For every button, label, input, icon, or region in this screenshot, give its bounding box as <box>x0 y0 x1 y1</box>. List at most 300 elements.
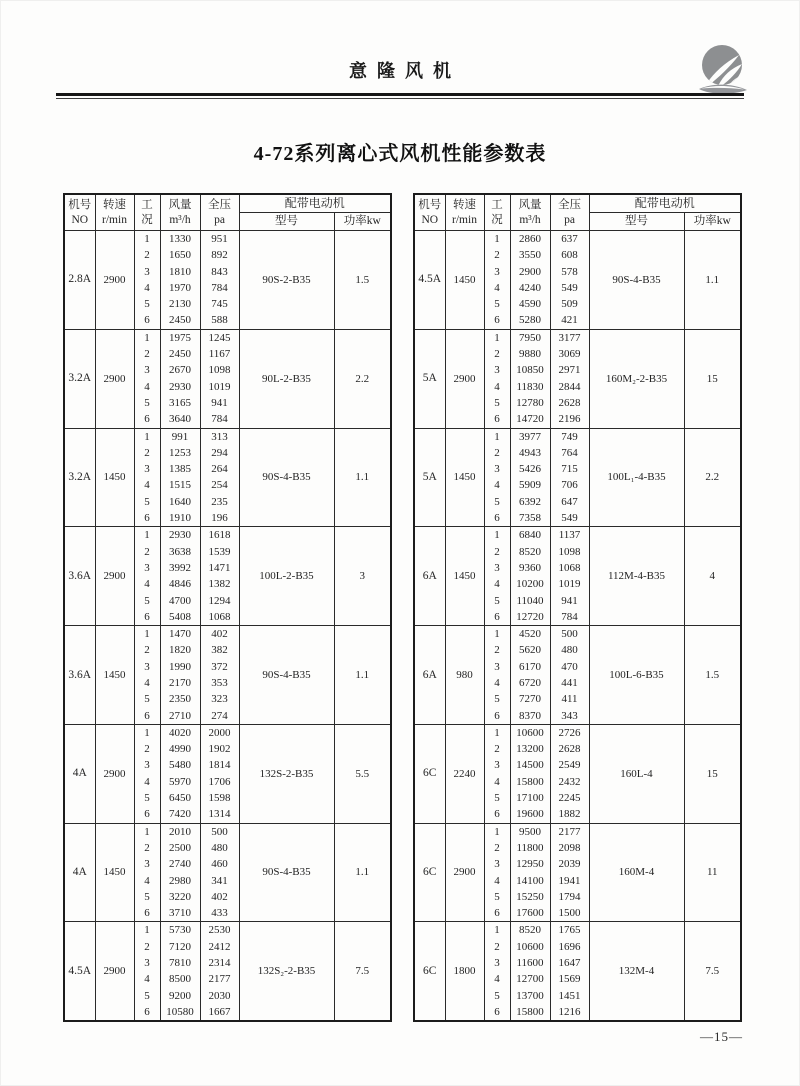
condition-cell: 1 <box>134 329 160 346</box>
pressure-cell: 509 <box>550 296 589 312</box>
power-cell: 1.5 <box>334 231 391 330</box>
flow-cell: 5280 <box>510 312 550 329</box>
flow-cell: 15800 <box>510 1004 550 1021</box>
pressure-cell: 2412 <box>200 939 239 955</box>
condition-cell: 6 <box>484 411 510 428</box>
pressure-cell: 1882 <box>550 806 589 823</box>
flow-cell: 6720 <box>510 675 550 691</box>
flow-cell: 2740 <box>160 856 200 872</box>
power-cell: 1.1 <box>684 231 741 330</box>
parameter-table <box>413 193 742 1022</box>
condition-cell: 3 <box>484 758 510 774</box>
condition-cell: 1 <box>484 231 510 248</box>
pressure-cell: 1471 <box>200 560 239 576</box>
condition-cell: 4 <box>134 280 160 296</box>
pressure-cell: 637 <box>550 231 589 248</box>
speed-cell: 1450 <box>95 823 134 922</box>
pressure-cell: 1245 <box>200 329 239 346</box>
flow-cell: 1970 <box>160 280 200 296</box>
condition-cell: 4 <box>134 379 160 395</box>
flow-cell: 6170 <box>510 659 550 675</box>
condition-cell: 6 <box>484 609 510 626</box>
pressure-cell: 2628 <box>550 395 589 411</box>
pressure-cell: 411 <box>550 691 589 707</box>
pressure-cell: 402 <box>200 889 239 905</box>
pressure-cell: 784 <box>550 609 589 626</box>
power-cell: 15 <box>684 724 741 823</box>
condition-cell: 6 <box>484 312 510 329</box>
flow-cell: 5620 <box>510 642 550 658</box>
fan-no-cell: 3.2A <box>64 329 95 428</box>
flow-cell: 9360 <box>510 560 550 576</box>
pressure-cell: 1314 <box>200 806 239 823</box>
fan-no-cell: 6A <box>414 626 445 725</box>
flow-cell: 6450 <box>160 790 200 806</box>
flow-cell: 10200 <box>510 576 550 592</box>
pressure-cell: 196 <box>200 510 239 527</box>
condition-cell: 2 <box>134 445 160 461</box>
condition-cell: 3 <box>134 955 160 971</box>
flow-cell: 2980 <box>160 873 200 889</box>
flow-cell: 3220 <box>160 889 200 905</box>
pressure-cell: 313 <box>200 428 239 445</box>
motor-model-cell: 90S-4-B35 <box>239 626 334 725</box>
pressure-cell: 588 <box>200 312 239 329</box>
pressure-cell: 1068 <box>200 609 239 626</box>
condition-cell: 5 <box>134 395 160 411</box>
pressure-cell: 1167 <box>200 346 239 362</box>
flow-cell: 8520 <box>510 922 550 939</box>
condition-cell: 1 <box>134 724 160 741</box>
fan-no-cell: 6C <box>414 823 445 922</box>
flow-cell: 3638 <box>160 544 200 560</box>
fan-no-cell: 4.5A <box>64 922 95 1021</box>
pressure-cell: 1902 <box>200 741 239 757</box>
speed-cell: 2900 <box>95 231 134 330</box>
condition-cell: 4 <box>484 873 510 889</box>
flow-cell: 4020 <box>160 724 200 741</box>
condition-cell: 1 <box>134 231 160 248</box>
condition-cell: 1 <box>484 527 510 544</box>
flow-cell: 4520 <box>510 626 550 643</box>
motor-model-cell: 160M₂-2-B35 <box>589 329 684 428</box>
flow-cell: 15800 <box>510 774 550 790</box>
pressure-cell: 2844 <box>550 379 589 395</box>
pressure-cell: 460 <box>200 856 239 872</box>
condition-cell: 3 <box>134 264 160 280</box>
flow-cell: 14720 <box>510 411 550 428</box>
condition-cell: 2 <box>484 840 510 856</box>
condition-cell: 6 <box>134 411 160 428</box>
flow-cell: 8500 <box>160 971 200 987</box>
condition-cell: 5 <box>484 691 510 707</box>
flow-cell: 4700 <box>160 593 200 609</box>
condition-cell: 1 <box>484 428 510 445</box>
condition-cell: 5 <box>484 593 510 609</box>
flow-cell: 4943 <box>510 445 550 461</box>
pressure-cell: 264 <box>200 461 239 477</box>
fan-no-cell: 4A <box>64 724 95 823</box>
flow-cell: 2860 <box>510 231 550 248</box>
motor-model-cell: 100L-6-B35 <box>589 626 684 725</box>
power-cell: 15 <box>684 329 741 428</box>
flow-cell: 5970 <box>160 774 200 790</box>
pressure-cell: 706 <box>550 477 589 493</box>
condition-cell: 2 <box>134 741 160 757</box>
flow-cell: 1253 <box>160 445 200 461</box>
pressure-cell: 1500 <box>550 905 589 922</box>
pressure-cell: 578 <box>550 264 589 280</box>
pressure-cell: 1618 <box>200 527 239 544</box>
flow-cell: 5480 <box>160 758 200 774</box>
speed-cell: 2240 <box>445 724 484 823</box>
condition-cell: 6 <box>484 510 510 527</box>
speed-cell: 2900 <box>95 724 134 823</box>
flow-cell: 2450 <box>160 346 200 362</box>
pressure-cell: 372 <box>200 659 239 675</box>
flow-cell: 1330 <box>160 231 200 248</box>
pressure-cell: 608 <box>550 247 589 263</box>
motor-model-cell: 100L-2-B35 <box>239 527 334 626</box>
power-cell: 2.2 <box>334 329 391 428</box>
speed-cell: 2900 <box>95 527 134 626</box>
speed-cell: 1450 <box>445 231 484 330</box>
pressure-cell: 1814 <box>200 758 239 774</box>
condition-cell: 1 <box>134 626 160 643</box>
condition-cell: 2 <box>484 346 510 362</box>
pressure-cell: 2030 <box>200 988 239 1004</box>
condition-cell: 6 <box>134 312 160 329</box>
motor-model-cell: 112M-4-B35 <box>589 527 684 626</box>
performance-table-right <box>413 193 742 1022</box>
condition-cell: 4 <box>134 477 160 493</box>
pressure-cell: 421 <box>550 312 589 329</box>
flow-cell: 7358 <box>510 510 550 527</box>
speed-cell: 980 <box>445 626 484 725</box>
header-condition: 工 况 <box>134 194 160 231</box>
motor-model-cell: 90S-4-B35 <box>589 231 684 330</box>
flow-cell: 9880 <box>510 346 550 362</box>
parameter-table <box>63 193 392 1022</box>
flow-cell: 7420 <box>160 806 200 823</box>
motor-model-cell: 90S-4-B35 <box>239 823 334 922</box>
flow-cell: 2930 <box>160 379 200 395</box>
speed-cell: 2900 <box>445 329 484 428</box>
power-cell: 3 <box>334 527 391 626</box>
speed-cell: 2900 <box>95 922 134 1021</box>
flow-cell: 17100 <box>510 790 550 806</box>
header-condition: 工 况 <box>484 194 510 231</box>
pressure-cell: 951 <box>200 231 239 248</box>
power-cell: 1.5 <box>684 626 741 725</box>
pressure-cell: 1794 <box>550 889 589 905</box>
pressure-cell: 343 <box>550 708 589 725</box>
speed-cell: 1450 <box>445 428 484 527</box>
pressure-cell: 1068 <box>550 560 589 576</box>
pressure-cell: 2000 <box>200 724 239 741</box>
flow-cell: 14100 <box>510 873 550 889</box>
pressure-cell: 1941 <box>550 873 589 889</box>
flow-cell: 14500 <box>510 758 550 774</box>
condition-cell: 2 <box>134 939 160 955</box>
pressure-cell: 341 <box>200 873 239 889</box>
condition-cell: 5 <box>134 691 160 707</box>
flow-cell: 5730 <box>160 922 200 939</box>
condition-cell: 3 <box>134 856 160 872</box>
condition-cell: 3 <box>484 362 510 378</box>
header-motor-model: 型号 <box>589 213 684 231</box>
pressure-cell: 2530 <box>200 922 239 939</box>
condition-cell: 1 <box>484 922 510 939</box>
pressure-cell: 2098 <box>550 840 589 856</box>
pressure-cell: 1294 <box>200 593 239 609</box>
header-motor: 配带电动机 <box>239 194 391 213</box>
fan-no-cell: 5A <box>414 329 445 428</box>
header-motor-power: 功率kw <box>334 213 391 231</box>
condition-cell: 5 <box>484 790 510 806</box>
flow-cell: 1990 <box>160 659 200 675</box>
flow-cell: 11600 <box>510 955 550 971</box>
condition-cell: 2 <box>484 445 510 461</box>
condition-cell: 3 <box>134 758 160 774</box>
flow-cell: 17600 <box>510 905 550 922</box>
condition-cell: 4 <box>484 774 510 790</box>
condition-cell: 6 <box>484 708 510 725</box>
speed-cell: 1800 <box>445 922 484 1021</box>
pressure-cell: 647 <box>550 494 589 510</box>
condition-cell: 4 <box>134 873 160 889</box>
pressure-cell: 294 <box>200 445 239 461</box>
flow-cell: 2710 <box>160 708 200 725</box>
fan-no-cell: 4A <box>64 823 95 922</box>
condition-cell: 5 <box>134 296 160 312</box>
condition-cell: 5 <box>134 790 160 806</box>
flow-cell: 15250 <box>510 889 550 905</box>
flow-cell: 1650 <box>160 247 200 263</box>
condition-cell: 6 <box>134 708 160 725</box>
pressure-cell: 441 <box>550 675 589 691</box>
condition-cell: 3 <box>484 461 510 477</box>
flow-cell: 8520 <box>510 544 550 560</box>
condition-cell: 2 <box>484 247 510 263</box>
pressure-cell: 2314 <box>200 955 239 971</box>
pressure-cell: 749 <box>550 428 589 445</box>
condition-cell: 2 <box>484 939 510 955</box>
power-cell: 1.1 <box>334 823 391 922</box>
flow-cell: 13700 <box>510 988 550 1004</box>
power-cell: 1.1 <box>334 626 391 725</box>
motor-model-cell: 100L₁-4-B35 <box>589 428 684 527</box>
power-cell: 5.5 <box>334 724 391 823</box>
condition-cell: 5 <box>134 988 160 1004</box>
pressure-cell: 1598 <box>200 790 239 806</box>
condition-cell: 3 <box>134 560 160 576</box>
pressure-cell: 2971 <box>550 362 589 378</box>
condition-cell: 5 <box>484 395 510 411</box>
flow-cell: 6392 <box>510 494 550 510</box>
pressure-cell: 353 <box>200 675 239 691</box>
condition-cell: 6 <box>484 806 510 823</box>
pressure-cell: 500 <box>550 626 589 643</box>
condition-cell: 3 <box>484 560 510 576</box>
motor-model-cell: 132S₂-2-B35 <box>239 922 334 1021</box>
flow-cell: 1810 <box>160 264 200 280</box>
pressure-cell: 3177 <box>550 329 589 346</box>
flow-cell: 1820 <box>160 642 200 658</box>
pressure-cell: 1019 <box>200 379 239 395</box>
condition-cell: 3 <box>484 955 510 971</box>
flow-cell: 13200 <box>510 741 550 757</box>
condition-cell: 6 <box>484 905 510 922</box>
condition-cell: 5 <box>134 494 160 510</box>
header-fan-no: 机号 NO <box>64 194 95 231</box>
condition-cell: 6 <box>134 806 160 823</box>
company-name: 意隆风机 <box>349 61 461 81</box>
fan-no-cell: 6C <box>414 922 445 1021</box>
fan-no-cell: 3.6A <box>64 527 95 626</box>
pressure-cell: 2196 <box>550 411 589 428</box>
condition-cell: 3 <box>484 659 510 675</box>
header-motor-power: 功率kw <box>684 213 741 231</box>
motor-model-cell: 160L-4 <box>589 724 684 823</box>
pressure-cell: 1451 <box>550 988 589 1004</box>
condition-cell: 1 <box>134 823 160 840</box>
header-flow: 风量 m³/h <box>160 194 200 231</box>
condition-cell: 2 <box>134 642 160 658</box>
condition-cell: 6 <box>134 609 160 626</box>
pressure-cell: 745 <box>200 296 239 312</box>
flow-cell: 10580 <box>160 1004 200 1021</box>
header-fan-no: 机号 NO <box>414 194 445 231</box>
flow-cell: 3640 <box>160 411 200 428</box>
flow-cell: 3710 <box>160 905 200 922</box>
pressure-cell: 549 <box>550 510 589 527</box>
pressure-cell: 941 <box>550 593 589 609</box>
condition-cell: 3 <box>134 362 160 378</box>
condition-cell: 2 <box>134 544 160 560</box>
flow-cell: 4590 <box>510 296 550 312</box>
speed-cell: 1450 <box>95 626 134 725</box>
header-pressure: 全压 pa <box>200 194 239 231</box>
condition-cell: 4 <box>484 675 510 691</box>
condition-cell: 3 <box>484 856 510 872</box>
condition-cell: 4 <box>134 774 160 790</box>
condition-cell: 4 <box>134 675 160 691</box>
flow-cell: 5909 <box>510 477 550 493</box>
pressure-cell: 1667 <box>200 1004 239 1021</box>
flow-cell: 7270 <box>510 691 550 707</box>
condition-cell: 2 <box>484 544 510 560</box>
pressure-cell: 843 <box>200 264 239 280</box>
flow-cell: 2930 <box>160 527 200 544</box>
header-flow: 风量 m³/h <box>510 194 550 231</box>
condition-cell: 1 <box>134 527 160 544</box>
condition-cell: 4 <box>134 971 160 987</box>
flow-cell: 1975 <box>160 329 200 346</box>
pressure-cell: 1382 <box>200 576 239 592</box>
flow-cell: 2010 <box>160 823 200 840</box>
fan-no-cell: 3.2A <box>64 428 95 527</box>
pressure-cell: 2039 <box>550 856 589 872</box>
condition-cell: 2 <box>134 247 160 263</box>
flow-cell: 4846 <box>160 576 200 592</box>
flow-cell: 2900 <box>510 264 550 280</box>
pressure-cell: 402 <box>200 626 239 643</box>
condition-cell: 5 <box>134 593 160 609</box>
flow-cell: 2670 <box>160 362 200 378</box>
performance-table-left <box>63 193 392 1022</box>
fan-no-cell: 3.6A <box>64 626 95 725</box>
pressure-cell: 500 <box>200 823 239 840</box>
flow-cell: 7120 <box>160 939 200 955</box>
flow-cell: 9500 <box>510 823 550 840</box>
pressure-cell: 1098 <box>200 362 239 378</box>
header-speed: 转速 r/min <box>95 194 134 231</box>
power-cell: 7.5 <box>684 922 741 1021</box>
flow-cell: 3165 <box>160 395 200 411</box>
flow-cell: 2170 <box>160 675 200 691</box>
flow-cell: 7810 <box>160 955 200 971</box>
flow-cell: 19600 <box>510 806 550 823</box>
flow-cell: 2500 <box>160 840 200 856</box>
condition-cell: 6 <box>134 1004 160 1021</box>
pressure-cell: 1569 <box>550 971 589 987</box>
flow-cell: 12700 <box>510 971 550 987</box>
fan-no-cell: 6C <box>414 724 445 823</box>
leaf-logo-icon <box>697 43 749 99</box>
condition-cell: 1 <box>484 724 510 741</box>
condition-cell: 3 <box>134 461 160 477</box>
pressure-cell: 2432 <box>550 774 589 790</box>
header-motor: 配带电动机 <box>589 194 741 213</box>
flow-cell: 4990 <box>160 741 200 757</box>
pressure-cell: 941 <box>200 395 239 411</box>
condition-cell: 6 <box>134 905 160 922</box>
flow-cell: 10850 <box>510 362 550 378</box>
flow-cell: 9200 <box>160 988 200 1004</box>
speed-cell: 1450 <box>445 527 484 626</box>
flow-cell: 11830 <box>510 379 550 395</box>
flow-cell: 7950 <box>510 329 550 346</box>
pressure-cell: 2177 <box>200 971 239 987</box>
pressure-cell: 470 <box>550 659 589 675</box>
flow-cell: 3992 <box>160 560 200 576</box>
pressure-cell: 323 <box>200 691 239 707</box>
flow-cell: 4240 <box>510 280 550 296</box>
pressure-cell: 2549 <box>550 758 589 774</box>
flow-cell: 5426 <box>510 461 550 477</box>
pressure-cell: 2177 <box>550 823 589 840</box>
condition-cell: 2 <box>484 741 510 757</box>
condition-cell: 4 <box>484 477 510 493</box>
condition-cell: 1 <box>484 329 510 346</box>
pressure-cell: 2628 <box>550 741 589 757</box>
flow-cell: 12720 <box>510 609 550 626</box>
flow-cell: 1910 <box>160 510 200 527</box>
pressure-cell: 480 <box>550 642 589 658</box>
flow-cell: 3550 <box>510 247 550 263</box>
header-motor-model: 型号 <box>239 213 334 231</box>
pressure-cell: 784 <box>200 280 239 296</box>
flow-cell: 1515 <box>160 477 200 493</box>
pressure-cell: 1706 <box>200 774 239 790</box>
condition-cell: 1 <box>484 626 510 643</box>
company-logo <box>697 43 749 99</box>
motor-model-cell: 132S-2-B35 <box>239 724 334 823</box>
condition-cell: 1 <box>134 428 160 445</box>
condition-cell: 5 <box>484 988 510 1004</box>
flow-cell: 11040 <box>510 593 550 609</box>
